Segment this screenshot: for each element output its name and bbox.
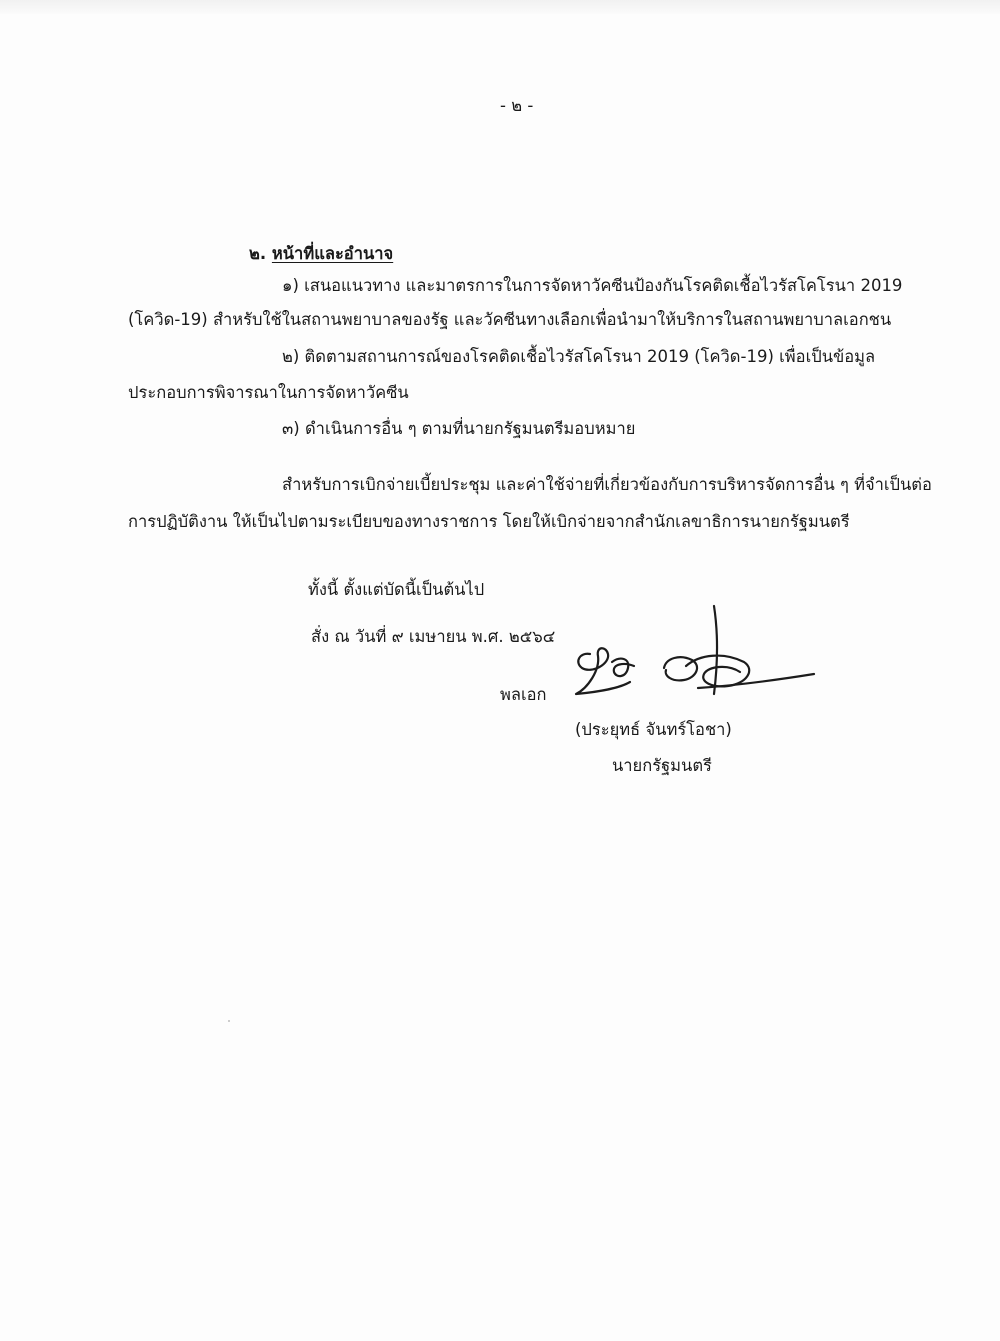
item-2-line-1: ๒) ติดตามสถานการณ์ของโรคติดเชื้อไวรัสโคโรนา 2019 (โควิด-19) เพื่อเป็นข้อมูล <box>282 347 876 366</box>
section-title: หน้าที่และอำนาจ <box>271 244 394 263</box>
order-date: สั่ง ณ วันที่ ๙ เมษายน พ.ศ. ๒๕๖๔ <box>311 627 556 646</box>
item-1-line-2: (โควิด-19) สำหรับใช้ในสถานพยาบาลของรัฐ และวัคซีนทางเลือกเพื่อนำมาให้บริการในสถานพยาบาลเอกชน <box>128 310 892 329</box>
scan-speck <box>228 1020 230 1022</box>
section-heading <box>249 244 393 264</box>
expense-paragraph-line-1: สำหรับการเบิกจ่ายเบี้ยประชุม และค่าใช้จ่ายที่เกี่ยวข้องกับการบริหารจัดการอื่น ๆ ที่จำเป็นต่อ <box>282 475 932 494</box>
item-2-line-2: ประกอบการพิจารณาในการจัดหาวัคซีน <box>128 383 409 402</box>
signatory-position: นายกรัฐมนตรี <box>612 756 712 775</box>
effective-statement: ทั้งนี้ ตั้งแต่บัดนี้เป็นต้นไป <box>308 580 485 599</box>
section-number: ๒. <box>249 244 267 263</box>
scan-top-edge <box>0 0 1000 14</box>
item-3: ๓) ดำเนินการอื่น ๆ ตามที่นายกรัฐมนตรีมอบหมาย <box>282 419 636 438</box>
expense-paragraph-line-2: การปฏิบัติงาน ให้เป็นไปตามระเบียบของทางราชการ โดยให้เบิกจ่ายจากสำนักเลขาธิการนายกรัฐมนตรี <box>128 512 850 531</box>
item-1-line-1: ๑) เสนอแนวทาง และมาตรการในการจัดหาวัคซีนป้องกันโรคติดเชื้อไวรัสโคโรนา 2019 <box>282 276 903 295</box>
handwritten-signature <box>568 602 820 710</box>
signatory-name: (ประยุทธ์ จันทร์โอชา) <box>575 720 732 739</box>
page-number: - ๒ - <box>500 96 534 115</box>
signatory-rank: พลเอก <box>500 685 547 704</box>
